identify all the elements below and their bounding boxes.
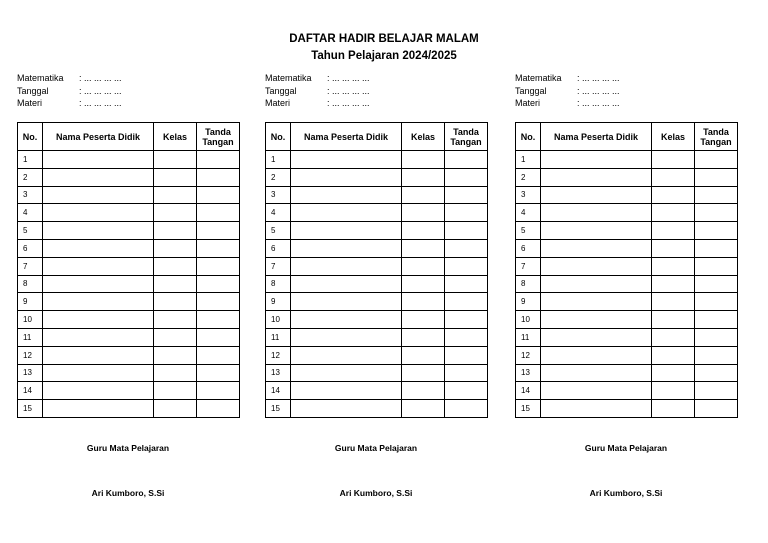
table-row [266, 311, 488, 329]
meta-date-value: : ... ... ... ... [79, 85, 122, 96]
row-number: 4 [516, 204, 541, 222]
row-number: 11 [266, 328, 291, 346]
student-name-cell[interactable] [43, 222, 154, 240]
table-row [266, 151, 488, 169]
table-row [266, 257, 488, 275]
class-cell[interactable] [652, 151, 695, 169]
table-row [266, 293, 488, 311]
meta-date-label: Tanggal [17, 85, 49, 96]
student-name-cell[interactable] [541, 328, 652, 346]
student-name-cell[interactable] [43, 151, 154, 169]
class-cell[interactable] [652, 293, 695, 311]
student-name-cell[interactable] [43, 382, 154, 400]
table-row [516, 364, 738, 382]
signature-cell[interactable] [445, 222, 488, 240]
meta-subject-row [515, 72, 737, 85]
student-name-cell[interactable] [43, 257, 154, 275]
student-name-cell[interactable] [291, 328, 402, 346]
table-row [18, 222, 240, 240]
signature-cell[interactable] [197, 311, 240, 329]
table-row [266, 204, 488, 222]
row-number: 5 [516, 222, 541, 240]
col-header-class: Kelas [154, 123, 197, 151]
class-cell[interactable] [652, 222, 695, 240]
class-cell[interactable] [652, 311, 695, 329]
student-name-cell[interactable] [541, 382, 652, 400]
student-name-cell[interactable] [291, 222, 402, 240]
signature-cell[interactable] [197, 222, 240, 240]
table-row [18, 311, 240, 329]
row-number: 1 [516, 151, 541, 169]
signature-cell[interactable] [445, 151, 488, 169]
signature-cell[interactable] [445, 311, 488, 329]
class-cell[interactable] [652, 239, 695, 257]
table-row [266, 400, 488, 418]
class-cell[interactable] [154, 311, 197, 329]
signature-cell[interactable] [695, 346, 738, 364]
table-row [516, 168, 738, 186]
student-name-cell[interactable] [541, 346, 652, 364]
meta-subject-label: Matematika [515, 73, 562, 83]
col-header-name: Nama Peserta Didik [291, 123, 402, 151]
row-number: 5 [18, 222, 43, 240]
table-row [18, 382, 240, 400]
row-number: 13 [516, 364, 541, 382]
table-row [266, 186, 488, 204]
student-name-cell[interactable] [43, 239, 154, 257]
class-cell[interactable] [652, 382, 695, 400]
signature-cell[interactable] [445, 400, 488, 418]
row-number: 13 [18, 364, 43, 382]
signature-cell[interactable] [695, 257, 738, 275]
table-row [18, 168, 240, 186]
class-cell[interactable] [652, 275, 695, 293]
class-cell[interactable] [402, 222, 445, 240]
row-number: 7 [18, 257, 43, 275]
student-name-cell[interactable] [291, 204, 402, 222]
student-name-cell[interactable] [43, 168, 154, 186]
row-number: 14 [266, 382, 291, 400]
signature-cell[interactable] [695, 382, 738, 400]
class-cell[interactable] [402, 168, 445, 186]
meta-material-row [265, 97, 487, 110]
attendance-panel-1 [17, 72, 239, 418]
table-row [516, 186, 738, 204]
table-row [266, 168, 488, 186]
table-row [18, 328, 240, 346]
student-name-cell[interactable] [541, 151, 652, 169]
student-name-cell[interactable] [43, 293, 154, 311]
table-row [266, 382, 488, 400]
table-row [18, 239, 240, 257]
document-subtitle: Tahun Pelajaran 2024/2025 [311, 50, 457, 62]
student-name-cell[interactable] [43, 346, 154, 364]
meta-material-value: : ... ... ... ... [79, 98, 122, 108]
meta-subject-row [265, 72, 487, 85]
signature-cell[interactable] [197, 293, 240, 311]
table-row [18, 346, 240, 364]
row-number: 3 [516, 186, 541, 204]
student-name-cell[interactable] [541, 204, 652, 222]
meta-material-value: : ... ... ... ... [327, 98, 370, 108]
student-name-cell[interactable] [541, 364, 652, 382]
table-row [18, 275, 240, 293]
signature-cell[interactable] [197, 204, 240, 222]
table-header-row [18, 123, 240, 151]
row-number: 12 [516, 346, 541, 364]
row-number: 10 [18, 311, 43, 329]
student-name-cell[interactable] [541, 311, 652, 329]
col-header-signature: Tanda Tangan [695, 123, 738, 151]
table-row [516, 382, 738, 400]
meta-subject-label: Matematika [17, 73, 64, 83]
row-number: 12 [266, 346, 291, 364]
student-name-cell[interactable] [43, 328, 154, 346]
meta-date-row [17, 85, 239, 98]
class-cell[interactable] [154, 257, 197, 275]
class-cell[interactable] [154, 239, 197, 257]
table-row [266, 239, 488, 257]
student-name-cell[interactable] [43, 400, 154, 418]
table-row [516, 239, 738, 257]
student-name-cell[interactable] [291, 168, 402, 186]
table-row [516, 311, 738, 329]
signature-role: Guru Mata Pelajaran [584, 443, 668, 453]
signature-role: Guru Mata Pelajaran [86, 443, 170, 453]
row-number: 9 [266, 293, 291, 311]
signature-cell[interactable] [197, 346, 240, 364]
class-cell[interactable] [154, 364, 197, 382]
row-number: 8 [266, 275, 291, 293]
class-cell[interactable] [402, 239, 445, 257]
student-name-cell[interactable] [291, 186, 402, 204]
student-name-cell[interactable] [291, 364, 402, 382]
student-name-cell[interactable] [291, 151, 402, 169]
signature-cell[interactable] [695, 364, 738, 382]
signature-cell[interactable] [695, 204, 738, 222]
meta-subject-row [17, 72, 239, 85]
signature-cell[interactable] [695, 311, 738, 329]
meta-date-row [515, 85, 737, 98]
meta-date-label: Tanggal [265, 85, 297, 96]
signature-cell[interactable] [445, 204, 488, 222]
row-number: 15 [266, 400, 291, 418]
table-row [18, 151, 240, 169]
table-row [18, 364, 240, 382]
student-name-cell[interactable] [43, 186, 154, 204]
student-name-cell[interactable] [291, 400, 402, 418]
signature-cell[interactable] [445, 364, 488, 382]
table-row [18, 204, 240, 222]
col-header-name: Nama Peserta Didik [541, 123, 652, 151]
meta-material-label: Materi [17, 98, 43, 108]
row-number: 15 [516, 400, 541, 418]
signature-cell[interactable] [695, 186, 738, 204]
table-row [516, 328, 738, 346]
meta-date-row [265, 85, 487, 98]
signature-name: Ari Kumboro, S.Si [339, 488, 413, 498]
signature-cell[interactable] [445, 293, 488, 311]
student-name-cell[interactable] [291, 275, 402, 293]
student-name-cell[interactable] [541, 257, 652, 275]
row-number: 3 [266, 186, 291, 204]
row-number: 8 [18, 275, 43, 293]
row-number: 15 [18, 400, 43, 418]
signature-cell[interactable] [197, 400, 240, 418]
table-row [516, 257, 738, 275]
row-number: 11 [516, 328, 541, 346]
row-number: 8 [516, 275, 541, 293]
signature-cell[interactable] [197, 275, 240, 293]
row-number: 6 [18, 239, 43, 257]
student-name-cell[interactable] [541, 168, 652, 186]
meta-subject-value: : ... ... ... ... [577, 73, 620, 83]
signature-cell[interactable] [445, 275, 488, 293]
student-name-cell[interactable] [541, 222, 652, 240]
class-cell[interactable] [402, 186, 445, 204]
attendance-table [17, 122, 240, 418]
class-cell[interactable] [154, 400, 197, 418]
table-row [516, 346, 738, 364]
attendance-panel-3 [515, 72, 737, 418]
student-name-cell[interactable] [43, 275, 154, 293]
meta-subject-label: Matematika [265, 73, 312, 83]
col-header-name: Nama Peserta Didik [43, 123, 154, 151]
signature-role: Guru Mata Pelajaran [334, 443, 418, 453]
attendance-panel-2 [265, 72, 487, 418]
class-cell[interactable] [652, 364, 695, 382]
class-cell[interactable] [652, 186, 695, 204]
row-number: 10 [516, 311, 541, 329]
row-number: 10 [266, 311, 291, 329]
class-cell[interactable] [652, 168, 695, 186]
signature-cell[interactable] [695, 293, 738, 311]
student-name-cell[interactable] [541, 275, 652, 293]
col-header-class: Kelas [652, 123, 695, 151]
class-cell[interactable] [402, 364, 445, 382]
table-row [266, 364, 488, 382]
student-name-cell[interactable] [291, 311, 402, 329]
class-cell[interactable] [402, 293, 445, 311]
student-name-cell[interactable] [541, 239, 652, 257]
meta-info [265, 72, 487, 110]
table-row [18, 257, 240, 275]
signature-cell[interactable] [695, 400, 738, 418]
signature-cell[interactable] [197, 364, 240, 382]
col-header-no: No. [266, 123, 291, 151]
class-cell[interactable] [402, 275, 445, 293]
col-header-class: Kelas [402, 123, 445, 151]
signature-cell[interactable] [197, 328, 240, 346]
signature-cell[interactable] [197, 151, 240, 169]
row-number: 7 [516, 257, 541, 275]
class-cell[interactable] [402, 151, 445, 169]
class-cell[interactable] [652, 328, 695, 346]
row-number: 14 [18, 382, 43, 400]
signature-cell[interactable] [445, 382, 488, 400]
class-cell[interactable] [154, 222, 197, 240]
class-cell[interactable] [154, 204, 197, 222]
table-row [516, 400, 738, 418]
signature-cell[interactable] [197, 382, 240, 400]
meta-material-value: : ... ... ... ... [577, 98, 620, 108]
col-header-signature: Tanda Tangan [445, 123, 488, 151]
table-row [266, 328, 488, 346]
table-row [516, 275, 738, 293]
signature-cell[interactable] [197, 186, 240, 204]
meta-subject-value: : ... ... ... ... [79, 73, 122, 83]
class-cell[interactable] [154, 293, 197, 311]
document-title: DAFTAR HADIR BELAJAR MALAM [289, 33, 479, 45]
class-cell[interactable] [652, 346, 695, 364]
student-name-cell[interactable] [541, 293, 652, 311]
row-number: 9 [18, 293, 43, 311]
meta-material-row [17, 97, 239, 110]
row-number: 3 [18, 186, 43, 204]
row-number: 2 [266, 168, 291, 186]
row-number: 2 [516, 168, 541, 186]
class-cell[interactable] [652, 257, 695, 275]
class-cell[interactable] [154, 346, 197, 364]
signature-cell[interactable] [445, 239, 488, 257]
signature-name: Ari Kumboro, S.Si [91, 488, 165, 498]
row-number: 9 [516, 293, 541, 311]
signature-cell[interactable] [695, 222, 738, 240]
row-number: 4 [18, 204, 43, 222]
attendance-table [515, 122, 738, 418]
signature-name: Ari Kumboro, S.Si [589, 488, 663, 498]
class-cell[interactable] [402, 400, 445, 418]
table-row [266, 275, 488, 293]
meta-material-label: Materi [265, 98, 291, 108]
col-header-no: No. [516, 123, 541, 151]
signature-cell[interactable] [695, 275, 738, 293]
student-name-cell[interactable] [43, 204, 154, 222]
signature-cell[interactable] [695, 239, 738, 257]
table-row [516, 222, 738, 240]
student-name-cell[interactable] [291, 293, 402, 311]
row-number: 4 [266, 204, 291, 222]
table-row [18, 293, 240, 311]
class-cell[interactable] [154, 382, 197, 400]
class-cell[interactable] [402, 311, 445, 329]
table-row [516, 151, 738, 169]
row-number: 7 [266, 257, 291, 275]
attendance-table [265, 122, 488, 418]
student-name-cell[interactable] [291, 346, 402, 364]
row-number: 14 [516, 382, 541, 400]
class-cell[interactable] [402, 204, 445, 222]
class-cell[interactable] [154, 275, 197, 293]
col-header-signature: Tanda Tangan [197, 123, 240, 151]
class-cell[interactable] [402, 257, 445, 275]
signature-cell[interactable] [695, 151, 738, 169]
row-number: 13 [266, 364, 291, 382]
signature-cell[interactable] [445, 186, 488, 204]
meta-info [17, 72, 239, 110]
student-name-cell[interactable] [541, 186, 652, 204]
table-row [18, 186, 240, 204]
table-header-row [516, 123, 738, 151]
table-row [18, 400, 240, 418]
student-name-cell[interactable] [291, 257, 402, 275]
class-cell[interactable] [154, 186, 197, 204]
signature-cell[interactable] [445, 346, 488, 364]
class-cell[interactable] [154, 328, 197, 346]
class-cell[interactable] [402, 382, 445, 400]
row-number: 2 [18, 168, 43, 186]
student-name-cell[interactable] [291, 239, 402, 257]
meta-material-row [515, 97, 737, 110]
meta-info [515, 72, 737, 110]
meta-subject-value: : ... ... ... ... [327, 73, 370, 83]
row-number: 6 [266, 239, 291, 257]
class-cell[interactable] [652, 400, 695, 418]
signature-cell[interactable] [445, 328, 488, 346]
row-number: 11 [18, 328, 43, 346]
signature-cell[interactable] [197, 257, 240, 275]
meta-date-value: : ... ... ... ... [327, 85, 370, 96]
signature-cell[interactable] [445, 168, 488, 186]
signature-cell[interactable] [197, 168, 240, 186]
class-cell[interactable] [402, 328, 445, 346]
signature-cell[interactable] [695, 168, 738, 186]
table-row [266, 222, 488, 240]
meta-material-label: Materi [515, 98, 541, 108]
row-number: 6 [516, 239, 541, 257]
table-header-row [266, 123, 488, 151]
class-cell[interactable] [154, 168, 197, 186]
table-row [516, 293, 738, 311]
signature-cell[interactable] [695, 328, 738, 346]
meta-date-value: : ... ... ... ... [577, 85, 620, 96]
row-number: 12 [18, 346, 43, 364]
signature-cell[interactable] [445, 257, 488, 275]
student-name-cell[interactable] [541, 400, 652, 418]
signature-cell[interactable] [197, 239, 240, 257]
student-name-cell[interactable] [43, 364, 154, 382]
row-number: 1 [18, 151, 43, 169]
col-header-no: No. [18, 123, 43, 151]
row-number: 1 [266, 151, 291, 169]
class-cell[interactable] [652, 204, 695, 222]
row-number: 5 [266, 222, 291, 240]
meta-date-label: Tanggal [515, 85, 547, 96]
class-cell[interactable] [402, 346, 445, 364]
table-row [516, 204, 738, 222]
class-cell[interactable] [154, 151, 197, 169]
table-row [266, 346, 488, 364]
student-name-cell[interactable] [43, 311, 154, 329]
student-name-cell[interactable] [291, 382, 402, 400]
